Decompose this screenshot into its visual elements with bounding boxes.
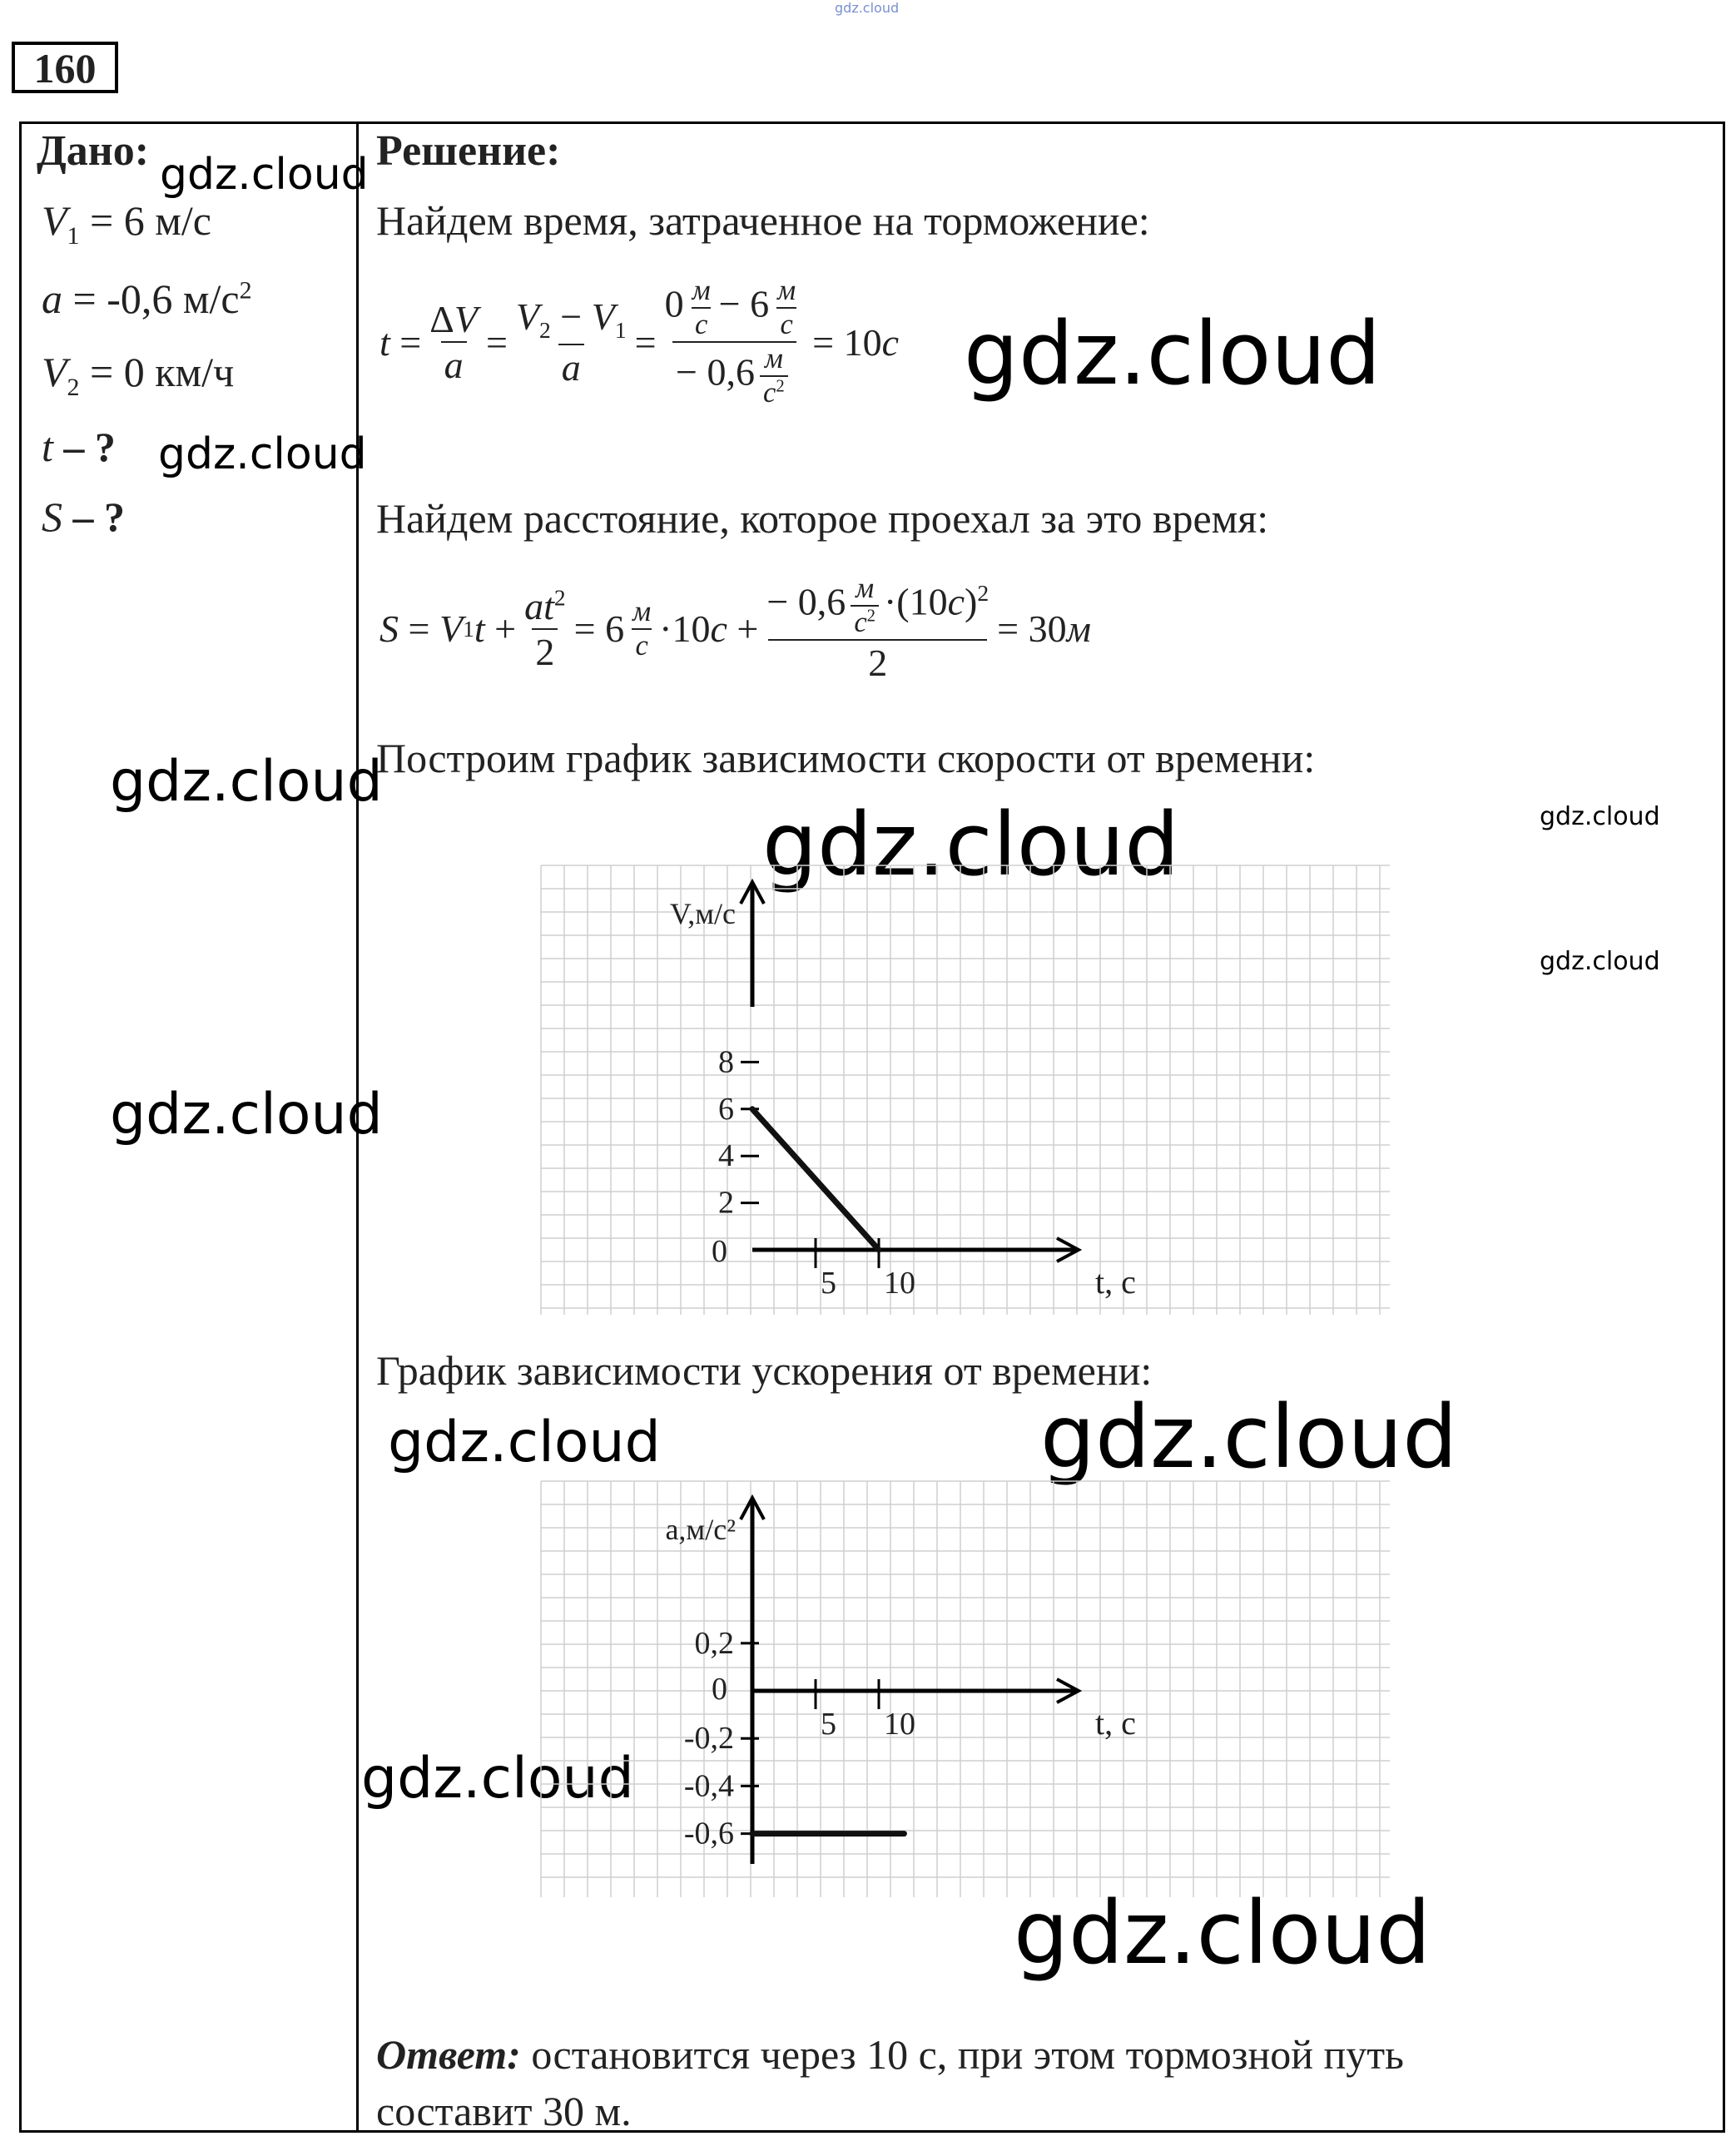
- given-s-question: S – ?: [42, 493, 125, 540]
- watermark: gdz.cloud: [388, 1410, 661, 1475]
- step4-text: График зависимости ускорения от времени:: [376, 1347, 1153, 1394]
- watermark: gdz.cloud: [964, 303, 1381, 404]
- watermark: gdz.cloud: [1040, 1386, 1458, 1488]
- step2-text: Найдем расстояние, которое проехал за это время:: [376, 495, 1269, 542]
- y-tick-label: -0,2: [683, 1721, 734, 1757]
- answer-text: остановится через 10 с, при этом тормозной путь: [520, 2031, 1404, 2078]
- watermark: gdz.cloud: [835, 0, 900, 16]
- chart-grid: [541, 865, 1390, 1315]
- watermark: gdz.cloud: [158, 429, 367, 479]
- watermark: gdz.cloud: [110, 1082, 383, 1147]
- acceleration-chart: [533, 1473, 1398, 1906]
- watermark: gdz.cloud: [1014, 1882, 1431, 1984]
- distance-formula: S = V 1 t + $\frac{at^2}{2}$ = 6 $\frac{м}{с}$ ·10 с + − 0,6 $\frac{м}{с^2}$ $\cdot(10с)^2$ 2 = 30 м: [379, 572, 1091, 684]
- watermark: gdz.cloud: [1540, 947, 1660, 976]
- y-tick-label: 8: [718, 1044, 734, 1080]
- watermark: gdz.cloud: [1540, 802, 1660, 831]
- step1-text: Найдем время, затраченное на торможение:: [376, 197, 1150, 244]
- series-line: [752, 1109, 879, 1250]
- given-v1: $V_1 = 6$ м/с: [42, 197, 211, 250]
- x-axis-label: t, с: [1095, 1263, 1136, 1301]
- given-header: Дано:: [37, 127, 150, 175]
- x-tick-label: 10: [884, 1266, 915, 1301]
- y-tick-label: 0: [712, 1672, 727, 1707]
- step3-text: Построим график зависимости скорости от времени:: [376, 735, 1316, 781]
- x-tick-label: 5: [821, 1266, 836, 1301]
- x-tick-label: 5: [821, 1707, 836, 1742]
- given-a: a = -0,6 $м/с^2$: [42, 275, 252, 322]
- watermark: gdz.cloud: [762, 794, 1180, 895]
- y-tick-label: 0,2: [694, 1625, 734, 1661]
- y-tick-label: 2: [718, 1185, 734, 1221]
- answer-line2: составит 30 м.: [376, 2088, 632, 2134]
- given-t-question: t – ?: [42, 424, 116, 470]
- velocity-chart: [533, 857, 1398, 1323]
- watermark: gdz.cloud: [361, 1746, 634, 1811]
- solution-header: Решение:: [376, 127, 561, 175]
- y-axis-label: a,м/с²: [665, 1513, 736, 1546]
- answer-label: Ответ:: [376, 2031, 521, 2078]
- y-tick-label: 4: [718, 1138, 734, 1174]
- time-formula: t = $\frac{\Delta V}{a}$ = $\frac{V_2 - V_1}{a}$ = 0 $\frac{м}{с}$ − 6 $\frac{м}{с}$ − 0,6 $\frac{м}{с^2}$ = 10 с: [379, 275, 899, 409]
- answer-line1: [376, 2030, 1404, 2079]
- watermark: gdz.cloud: [110, 749, 383, 815]
- y-tick-label: 6: [718, 1091, 734, 1127]
- y-axis-label: V,м/с: [669, 897, 736, 930]
- watermark: gdz.cloud: [160, 150, 369, 200]
- y-tick-label: -0,6: [683, 1816, 734, 1851]
- x-axis-label: t, с: [1095, 1704, 1136, 1742]
- y-tick-label: -0,4: [683, 1768, 734, 1804]
- x-tick-label: 10: [884, 1707, 915, 1742]
- given-v2: $V_2 = 0$ км/ч: [42, 349, 235, 401]
- y-tick-label: 0: [712, 1234, 727, 1269]
- problem-number: 160: [12, 42, 118, 93]
